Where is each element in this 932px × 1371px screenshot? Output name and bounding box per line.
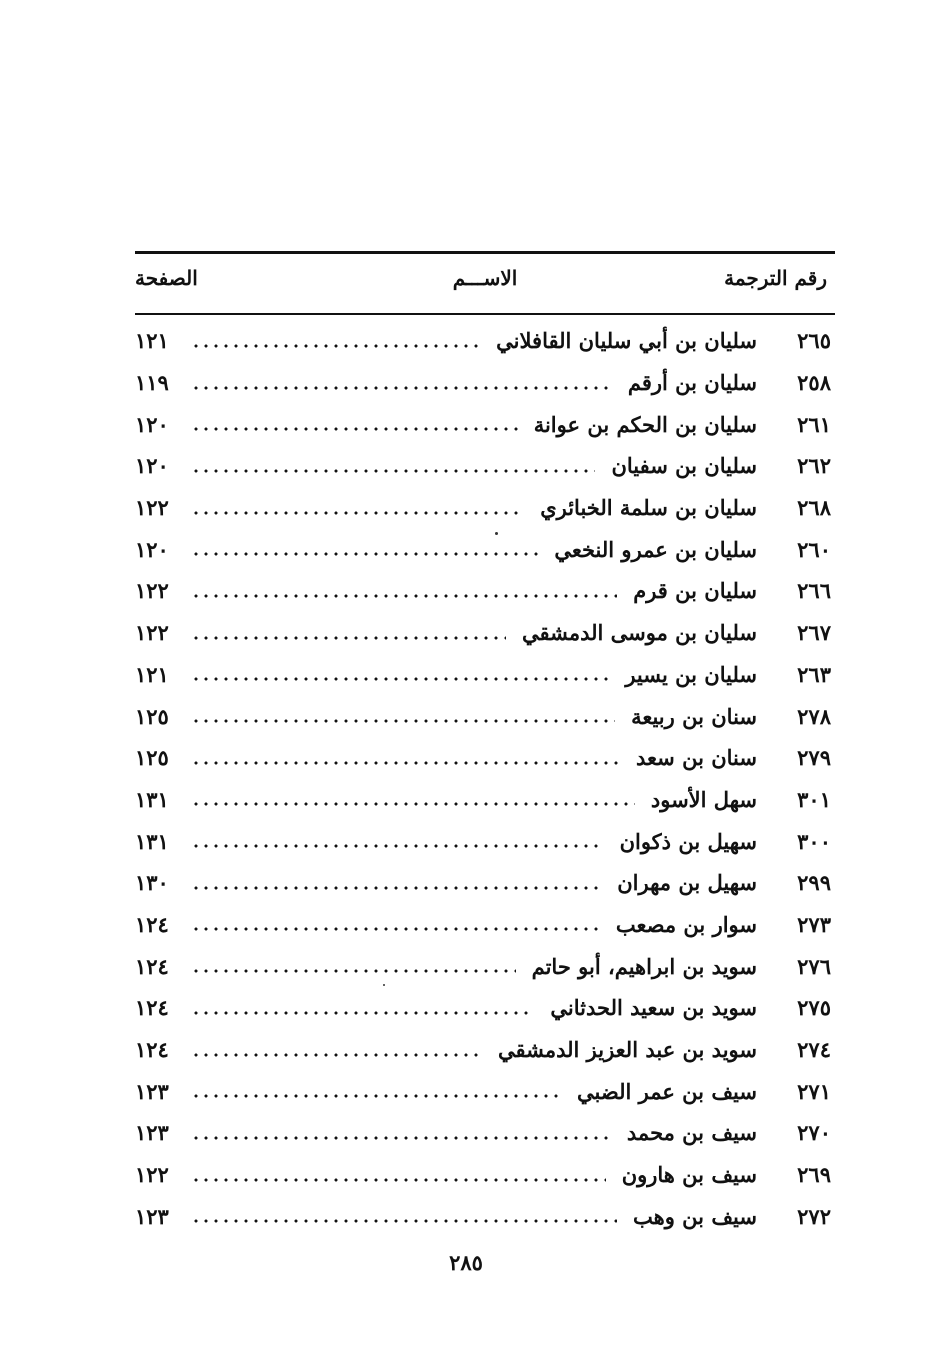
entry-number: ٣٠٠ (797, 828, 831, 854)
entry-name: سيف بن هارون (621, 1162, 757, 1188)
dot-leader (191, 969, 516, 973)
entry-name: سليان بن أرقم (627, 370, 757, 396)
table-header (135, 262, 835, 302)
entry-number: ٢٧٩ (797, 745, 831, 771)
entry-number: ٢٧٣ (797, 911, 831, 937)
table-row (135, 1154, 835, 1196)
entry-number: ٢٧١ (797, 1078, 831, 1104)
entry-number: ٢٥٨ (797, 370, 831, 396)
entry-name: سيف بن وهب (633, 1203, 757, 1229)
dot-leader (191, 1136, 611, 1140)
scan-speck (495, 532, 498, 535)
dot-leader (191, 511, 524, 515)
table-row (135, 904, 835, 946)
dot-leader (191, 469, 595, 473)
entry-number: ٢٦٨ (797, 495, 831, 521)
entry-name: سويد بن سعيد الحدثاني (550, 995, 757, 1021)
table-row (135, 1112, 835, 1154)
entry-page: ١١٩ (135, 370, 169, 396)
dot-leader (191, 594, 617, 598)
table-row (135, 570, 835, 612)
entry-name: سليان بن أبي سليان القافلاني (496, 328, 757, 354)
entry-page: ١٢٣ (135, 1203, 169, 1229)
entry-page: ١٢٢ (135, 620, 169, 646)
entry-number: ٢٦٥ (797, 328, 831, 354)
dot-leader (191, 636, 506, 640)
entry-name: سيف بن عمر الضبي (577, 1078, 757, 1104)
entry-page: ١٢٢ (135, 1162, 169, 1188)
entry-page: ١٣٠ (135, 870, 169, 896)
entry-page: ١٢٤ (135, 995, 169, 1021)
dot-leader (191, 1219, 617, 1223)
entry-name: سويد بن عبد العزيز الدمشقي (497, 1037, 757, 1063)
entry-page: ١٢١ (135, 328, 169, 354)
table-row (135, 779, 835, 821)
entry-number: ٢٦١ (797, 411, 831, 437)
entry-name: سهل الأسود (650, 786, 757, 812)
entry-name: سويد بن ابراهيم، أبو حاتم (531, 953, 757, 979)
dot-leader (191, 886, 601, 890)
entry-page: ١٢٠ (135, 536, 169, 562)
entry-page: ١٢٤ (135, 1037, 169, 1063)
header-number-label: رقم الترجمة (724, 266, 827, 290)
table-row (135, 1195, 835, 1237)
dot-leader (191, 1053, 482, 1057)
entry-page: ١٣١ (135, 828, 169, 854)
entry-number: ٢٧٢ (797, 1203, 831, 1229)
entry-name: سليان بن قرم (633, 578, 757, 604)
entry-name: سهيل بن مهران (617, 870, 757, 896)
entry-page: ١٢٢ (135, 495, 169, 521)
entry-page: ١٢٠ (135, 453, 169, 479)
entry-name: سوار بن مصعب (615, 911, 757, 937)
table-row (135, 403, 835, 445)
dot-leader (191, 802, 635, 806)
dot-leader (191, 552, 538, 556)
entry-number: ٢٦٧ (797, 620, 831, 646)
table-row (135, 528, 835, 570)
header-page-label: الصفحة (135, 266, 198, 290)
table-row (135, 862, 835, 904)
table-row (135, 737, 835, 779)
page-number: ٢٨٥ (449, 1250, 483, 1275)
table-row (135, 987, 835, 1029)
entry-number: ٢٧٦ (797, 953, 831, 979)
entry-number: ٣٠١ (797, 786, 831, 812)
top-rule (135, 251, 835, 254)
entry-number: ٢٦٩ (797, 1162, 831, 1188)
entry-name: سليان بن عمرو النخعي (554, 536, 757, 562)
entry-name: سليان بن سلمة الخبائري (540, 495, 757, 521)
index-table (135, 320, 835, 1237)
entry-name: سنان بن سعد (636, 745, 757, 771)
dot-leader (191, 427, 518, 431)
table-row (135, 654, 835, 696)
dot-leader (191, 386, 612, 390)
entry-page: ١٢٣ (135, 1120, 169, 1146)
entry-page: ١٢٢ (135, 578, 169, 604)
entry-page: ١٢١ (135, 661, 169, 687)
table-row (135, 320, 835, 362)
entry-number: ٢٧٠ (797, 1120, 831, 1146)
table-row (135, 1029, 835, 1071)
entry-number: ٢٦٠ (797, 536, 831, 562)
table-row (135, 445, 835, 487)
entry-page: ١٢٠ (135, 411, 169, 437)
header-name-label: الاســـم (452, 266, 518, 290)
entry-number: ٢٦٢ (797, 453, 831, 479)
entry-number: ٢٩٩ (797, 870, 831, 896)
dot-leader (191, 927, 600, 931)
entry-name: سليان بن الحكم بن عوانة (533, 411, 757, 437)
entry-name: سليان بن موسى الدمشقي (521, 620, 757, 646)
entry-page: ١٢٤ (135, 911, 169, 937)
entry-number: ٢٦٦ (797, 578, 831, 604)
entry-name: سليان بن يسير (625, 661, 757, 687)
entry-page: ١٢٣ (135, 1078, 169, 1104)
entry-number: ٢٧٥ (797, 995, 831, 1021)
entry-number: ٢٦٣ (797, 661, 831, 687)
entry-name: سليان بن سفيان (611, 453, 757, 479)
dot-leader (191, 1011, 534, 1015)
entry-name: سنان بن ربيعة (631, 703, 757, 729)
entry-number: ٢٧٨ (797, 703, 831, 729)
entry-name: سهيل بن ذكوان (619, 828, 757, 854)
table-row (135, 487, 835, 529)
header-rule (135, 313, 835, 315)
dot-leader (191, 344, 480, 348)
table-row (135, 362, 835, 404)
entry-page: ١٢٤ (135, 953, 169, 979)
entry-page: ١٢٥ (135, 745, 169, 771)
table-row (135, 612, 835, 654)
entry-page: ١٢٥ (135, 703, 169, 729)
table-row (135, 695, 835, 737)
entry-name: سيف بن محمد (626, 1120, 757, 1146)
dot-leader (191, 677, 609, 681)
dot-leader (191, 1178, 606, 1182)
entry-number: ٢٧٤ (797, 1037, 831, 1063)
table-row (135, 945, 835, 987)
table-row (135, 1070, 835, 1112)
dot-leader (191, 844, 604, 848)
dot-leader (191, 719, 615, 723)
entry-page: ١٣١ (135, 786, 169, 812)
scan-speck (383, 984, 385, 986)
dot-leader (191, 1094, 561, 1098)
table-row (135, 820, 835, 862)
dot-leader (191, 761, 620, 765)
